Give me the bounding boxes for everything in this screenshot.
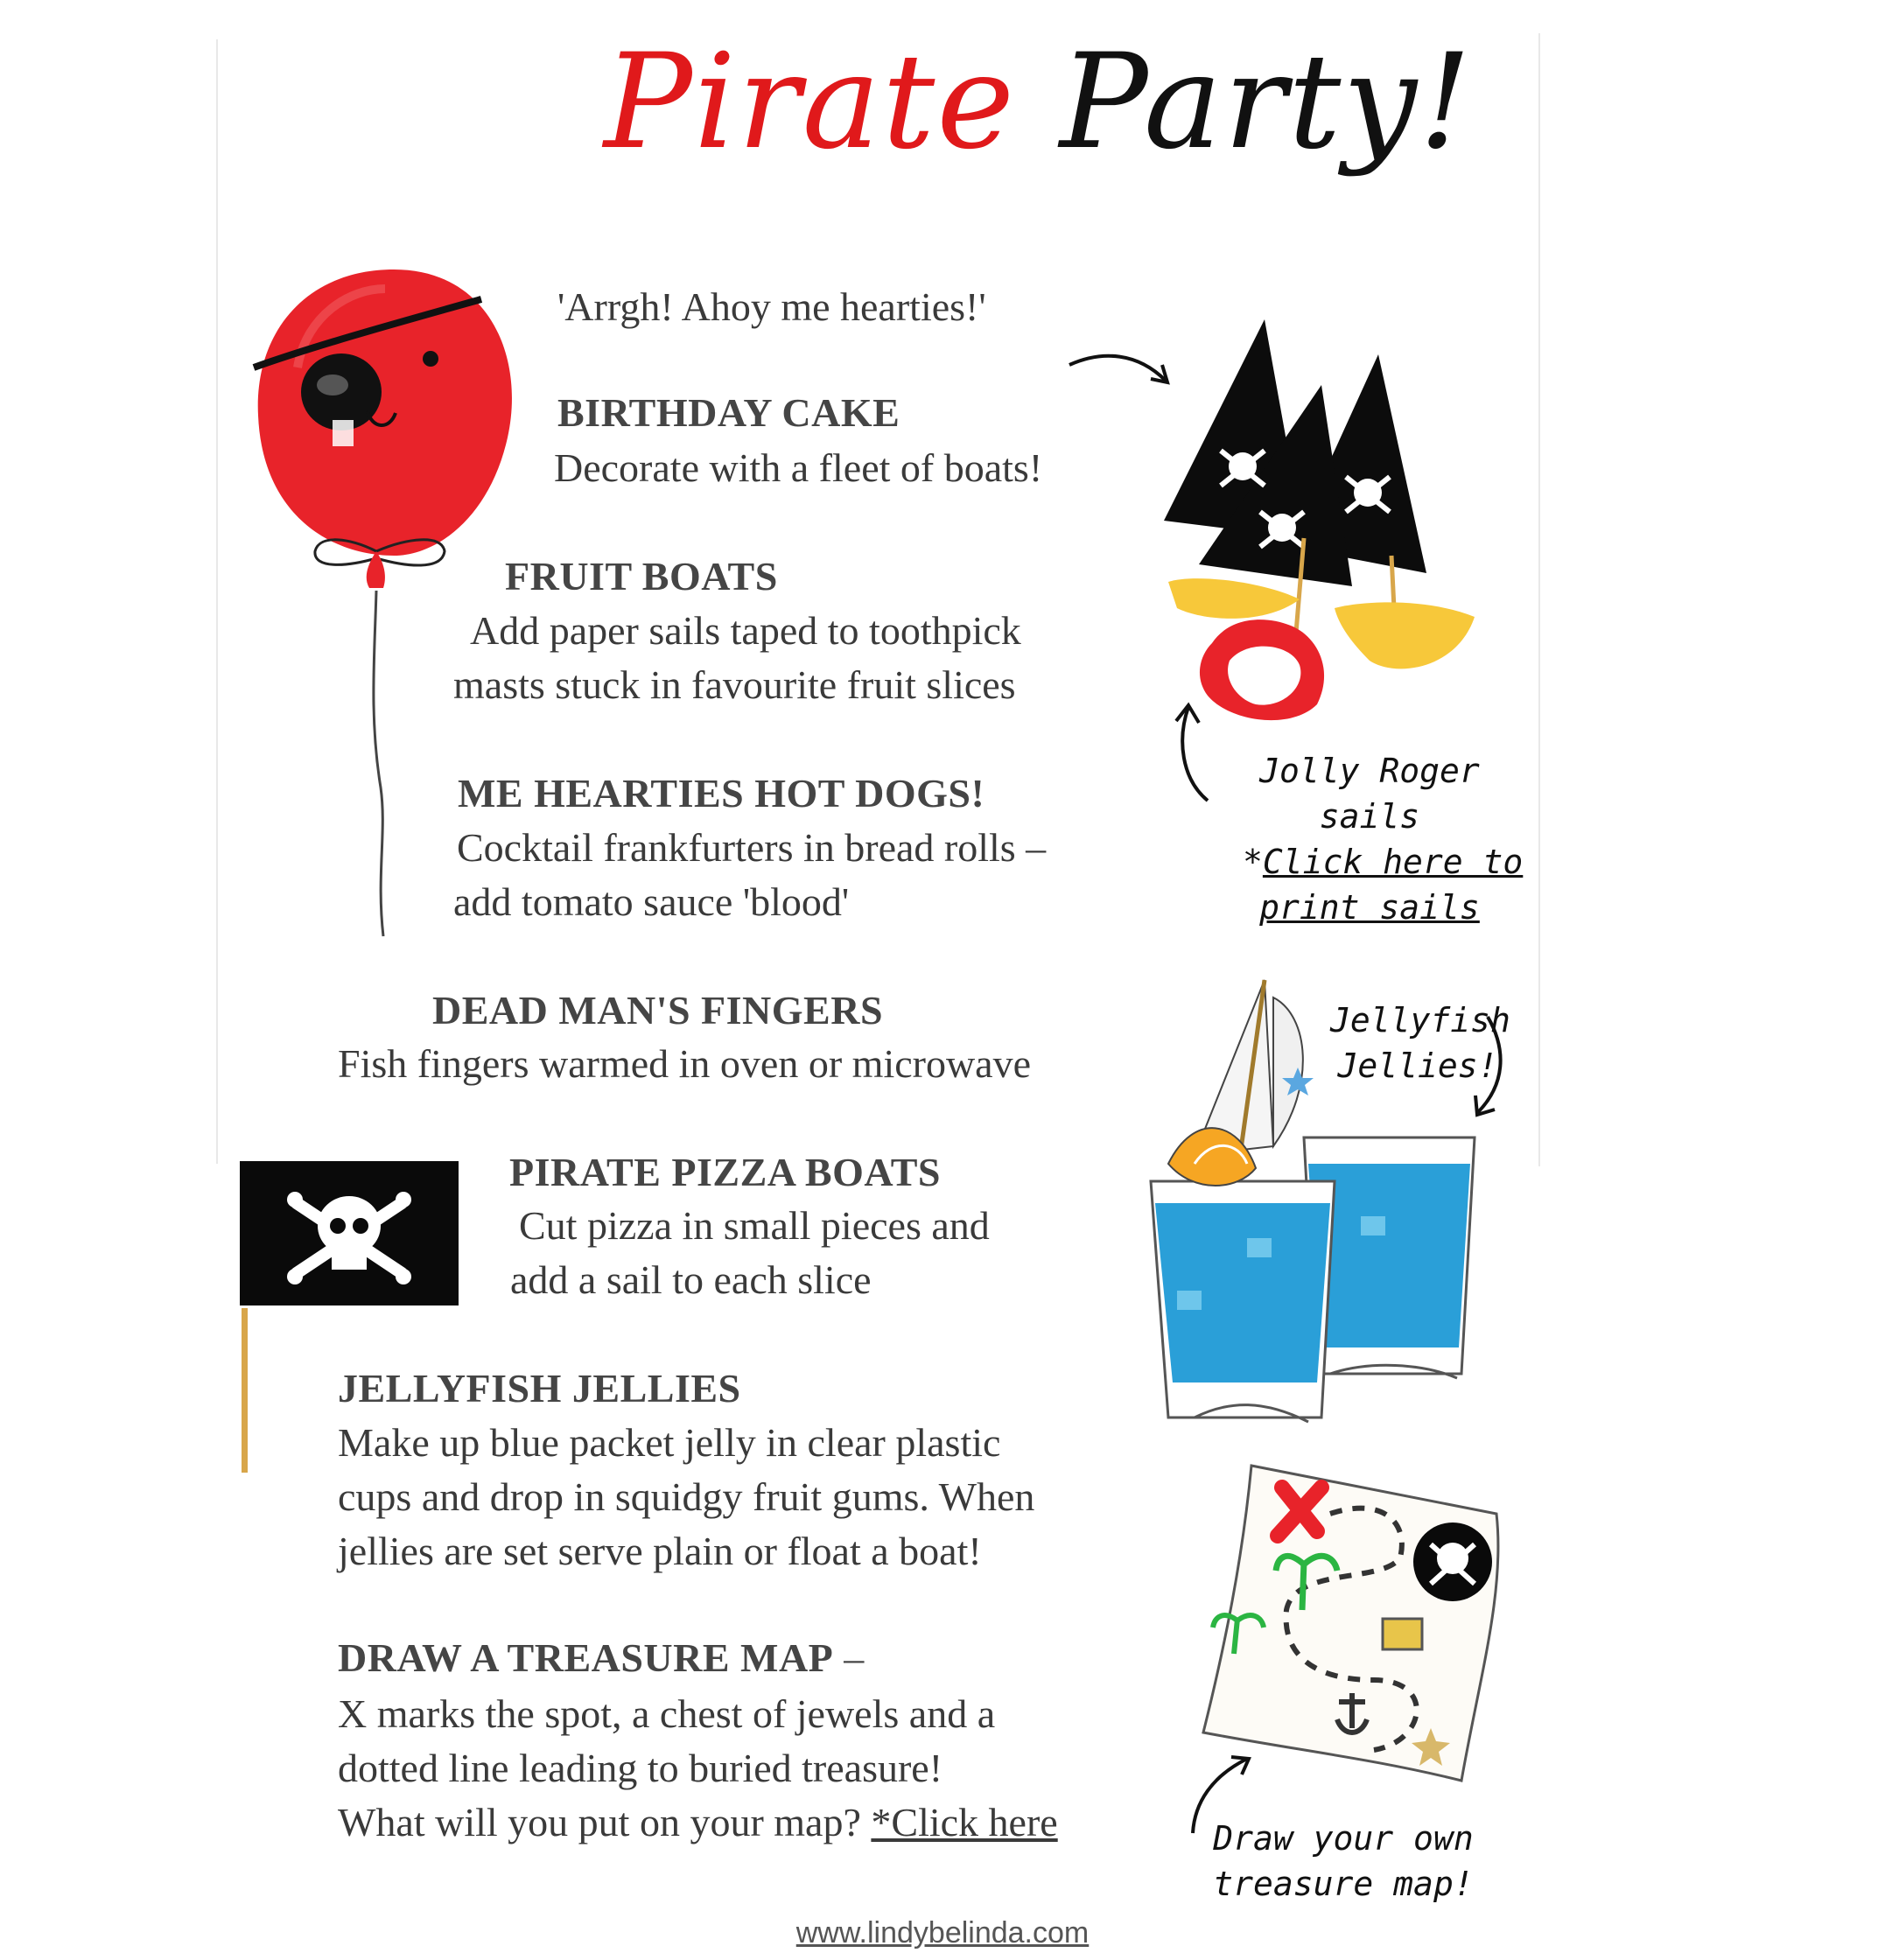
map-line-3	[338, 1796, 1058, 1850]
page-title	[604, 26, 1474, 178]
heading-jellyfish-jellies: JELLYFISH JELLIES	[338, 1366, 741, 1410]
print-sails-link-2[interactable]: print sails	[1259, 888, 1480, 927]
arrow-icon	[1470, 1015, 1514, 1120]
sails-caption-line-2: sails	[1319, 797, 1420, 836]
arrow-icon	[1164, 700, 1225, 805]
cake-line-1: Decorate with a fleet of boats!	[554, 445, 1043, 490]
pizza-line-1: Cut pizza in small pieces and	[519, 1203, 990, 1248]
arrow-icon	[1068, 346, 1173, 389]
title-word-party: Party	[1059, 26, 1419, 178]
print-sails-link[interactable]: Click here to	[1262, 843, 1524, 881]
fruit-line-2: masts stuck in favourite fruit slices	[453, 662, 1016, 707]
title-exclaim: !	[1419, 26, 1474, 178]
heading-fruit-boats: FRUIT BOATS	[505, 554, 778, 598]
footer	[0, 1916, 1885, 1950]
intro-text: 'Arrgh! Ahoy me hearties!'	[557, 284, 986, 329]
treasure-map-heading-text: DRAW A TREASURE MAP	[338, 1635, 834, 1680]
pizza-line-2: add a sail to each slice	[510, 1257, 872, 1302]
frame-right-line	[1538, 33, 1540, 1166]
jellies-line-3: jellies are set serve plain or float a boat!	[338, 1529, 982, 1573]
map-line-3-text: What will you put on your map?	[338, 1800, 872, 1844]
map-caption	[1199, 1816, 1488, 1907]
jelly-caption-line-2: Jellies!	[1337, 1046, 1498, 1085]
heading-dead-mans-fingers: DEAD MAN'S FINGERS	[432, 988, 884, 1032]
print-sails-link-line	[1243, 839, 1524, 885]
sails-asterisk: *	[1243, 843, 1263, 881]
fingers-line-1: Fish fingers warmed in oven or microwave	[338, 1041, 1032, 1086]
title-word-pirate: Pirate	[604, 26, 1017, 178]
fruit-line-1: Add paper sails taped to toothpick	[470, 608, 1021, 653]
website-link[interactable]: www.lindybelinda.com	[795, 1916, 1090, 1950]
jellies-line-1: Make up blue packet jelly in clear plastic	[338, 1420, 1001, 1465]
heading-birthday-cake: BIRTHDAY CAKE	[557, 390, 900, 435]
hotdogs-line-2: add tomato sauce 'blood'	[453, 879, 850, 924]
sails-caption-line-1: Jolly Roger	[1259, 752, 1480, 790]
hotdogs-line-1: Cocktail frankfurters in bread rolls –	[457, 825, 1047, 870]
map-line-2: dotted line leading to buried treasure!	[338, 1746, 943, 1790]
frame-left-line	[216, 39, 218, 1164]
map-line-1: X marks the spot, a chest of jewels and a	[338, 1691, 996, 1736]
treasure-map-dash: –	[833, 1635, 865, 1680]
sails-caption	[1243, 748, 1524, 930]
click-here-map-link[interactable]: *Click here	[871, 1800, 1058, 1844]
heading-hot-dogs: ME HEARTIES HOT DOGS!	[458, 771, 985, 816]
jelly-caption-line-1: Jellyfish	[1330, 1001, 1510, 1040]
treasure-map-icon	[1199, 1461, 1514, 1785]
sailboat-fruit-icon	[1160, 319, 1492, 731]
heading-pizza-boats: PIRATE PIZZA BOATS	[509, 1150, 941, 1194]
map-caption-line-2: treasure map!	[1213, 1865, 1474, 1903]
jellies-line-2: cups and drop in squidgy fruit gums. When	[338, 1474, 1035, 1519]
heading-treasure-map	[338, 1634, 865, 1681]
map-caption-line-1: Draw your own	[1213, 1819, 1474, 1858]
